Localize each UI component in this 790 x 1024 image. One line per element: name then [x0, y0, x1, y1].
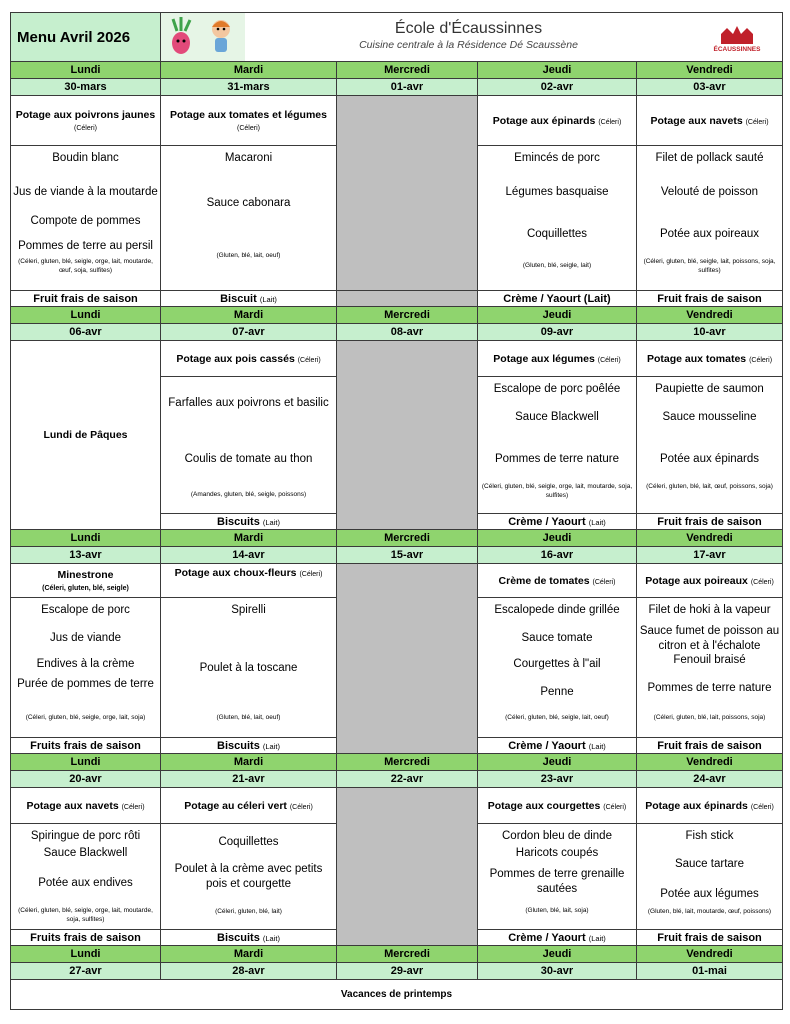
dessert-cell: Fruit frais de saison [637, 738, 783, 754]
day-header-row [11, 62, 783, 79]
soup-cell: Potage aux navets (Céleri) [11, 788, 161, 824]
soup-cell: Potage aux pois cassés (Céleri) [161, 341, 337, 377]
date-cell: 14-avr [161, 547, 337, 564]
date-cell: 28-avr [161, 963, 337, 980]
date-row [11, 771, 783, 788]
main-dish-cell: Escalope de porc poêlée Sauce Blackwell Pommes de terre nature (Céleri, gluten, blé, seigle, orge, lait, moutarde, soja, sulfites) [478, 377, 637, 514]
header-row [11, 13, 783, 62]
castle-logo-icon [717, 22, 757, 46]
day-label: Vendredi [637, 62, 783, 79]
day-header-row [11, 754, 783, 771]
date-cell: 10-avr [637, 324, 783, 341]
soup-cell: Crème de tomates (Céleri) [478, 564, 637, 598]
wednesday-closed [337, 96, 478, 291]
main-dish-cell: Paupiette de saumon Sauce mousseline Potée aux épinards (Céleri, gluten, blé, lait, œuf, poissons, soja) [637, 377, 783, 514]
day-label: Vendredi [637, 307, 783, 324]
dessert-cell: Biscuits (Lait) [161, 930, 337, 946]
date-row [11, 963, 783, 980]
day-label: Vendredi [637, 946, 783, 963]
day-label: Mercredi [337, 754, 478, 771]
dessert-cell: Fruits frais de saison [11, 930, 161, 946]
day-label: Mercredi [337, 530, 478, 547]
header-banner [161, 13, 783, 62]
day-label: Jeudi [478, 307, 637, 324]
wednesday-closed [337, 564, 478, 754]
date-cell: 29-avr [337, 963, 478, 980]
soup-cell: Potage aux épinards (Céleri) [637, 788, 783, 824]
dessert-cell: Fruits frais de saison [11, 738, 161, 754]
day-label: Mercredi [337, 62, 478, 79]
soup-row [11, 96, 783, 146]
soup-cell: Potage au céleri vert (Céleri) [161, 788, 337, 824]
day-label: Vendredi [637, 530, 783, 547]
dessert-row [11, 291, 783, 307]
soup-cell: Potage aux poireaux (Céleri) [637, 564, 783, 598]
main-dish-cell: Spiringue de porc rôti Sauce Blackwell Potée aux endives (Céleri, gluten, blé, seigle, orge, lait, moutarde, soja, sulfites) [11, 824, 161, 930]
main-dish-cell: Boudin blanc Jus de viande à la moutarde Compote de pommes Pommes de terre au persil (Céleri, gluten, blé, seigle, orge, lait, moutarde, œuf, soja, sulfites) [11, 146, 161, 291]
mascot-logo [161, 13, 245, 61]
day-label: Mardi [161, 307, 337, 324]
day-label: Lundi [11, 946, 161, 963]
dessert-cell: Fruit frais de saison [637, 291, 783, 307]
main-dish-cell: Spirelli Poulet à la toscane (Gluten, blé, lait, oeuf) [161, 598, 337, 738]
date-cell: 06-avr [11, 324, 161, 341]
soup-row [11, 564, 783, 598]
kitchen-subtitle: Cuisine centrale à la Résidence Dé Scaussène [359, 39, 578, 51]
date-cell: 13-avr [11, 547, 161, 564]
main-dish-cell: Emincés de porc Légumes basquaise Coquillettes (Gluten, blé, seigle, lait) [478, 146, 637, 291]
day-label: Mardi [161, 530, 337, 547]
holiday-cell: Lundi de Pâques [11, 341, 161, 530]
date-cell: 23-avr [478, 771, 637, 788]
wednesday-closed [337, 788, 478, 946]
day-header-row [11, 307, 783, 324]
main-dish-cell: Escalopede dinde grillée Sauce tomate Courgettes à l"ail Penne (Céleri, gluten, blé, seigle, lait, oeuf) [478, 598, 637, 738]
day-label: Lundi [11, 530, 161, 547]
soup-cell: Potage aux légumes (Céleri) [478, 341, 637, 377]
school-name: École d'Écaussinnes [394, 20, 543, 37]
day-label: Mardi [161, 62, 337, 79]
date-cell: 01-mai [637, 963, 783, 980]
date-cell: 16-avr [478, 547, 637, 564]
date-cell: 02-avr [478, 79, 637, 96]
day-label: Mercredi [337, 307, 478, 324]
soup-cell: Potage aux poivrons jaunes (Céleri) [11, 96, 161, 146]
dessert-cell: Crème / Yaourt (Lait) [478, 291, 637, 307]
date-cell: 09-avr [478, 324, 637, 341]
vacation-row [11, 980, 783, 1010]
soup-cell: Potage aux tomates et légumes (Céleri) [161, 96, 337, 146]
day-label: Lundi [11, 62, 161, 79]
date-cell: 03-avr [637, 79, 783, 96]
day-label: Jeudi [478, 946, 637, 963]
main-dish-cell: Fish stick Sauce tartare Potée aux légumes (Gluten, blé, lait, moutarde, œuf, poissons) [637, 824, 783, 930]
main-dish-cell: Farfalles aux poivrons et basilic Coulis de tomate au thon (Amandes, gluten, blé, seigle, poissons) [161, 377, 337, 514]
date-cell: 30-mars [11, 79, 161, 96]
main-dish-cell: Filet de pollack sauté Velouté de poisson Potée aux poireaux (Céleri, gluten, blé, seigle, lait, poissons, soja, sulfites) [637, 146, 783, 291]
town-logo [692, 13, 782, 61]
menu-page [10, 12, 782, 1010]
soup-cell: Potage aux navets (Céleri) [637, 96, 783, 146]
vacation-note: Vacances de printemps [11, 980, 783, 1010]
town-logo-text: ÉCAUSSINNES [713, 45, 761, 53]
dessert-cell: Biscuit (Lait) [161, 291, 337, 307]
day-header-row [11, 946, 783, 963]
day-label: Jeudi [478, 62, 637, 79]
soup-cell: Potage aux tomates (Céleri) [637, 341, 783, 377]
soup-cell: Minestrone (Céleri, gluten, blé, seigle) [11, 564, 161, 598]
soup-row [11, 341, 783, 377]
dessert-cell: Biscuits (Lait) [161, 514, 337, 530]
day-header-row [11, 530, 783, 547]
day-label: Vendredi [637, 754, 783, 771]
menu-title: Menu Avril 2026 [11, 13, 161, 62]
wednesday-closed [337, 341, 478, 530]
main-dish-cell: Macaroni Sauce cabonara (Gluten, blé, lait, oeuf) [161, 146, 337, 291]
date-cell: 08-avr [337, 324, 478, 341]
day-label: Jeudi [478, 754, 637, 771]
day-label: Lundi [11, 307, 161, 324]
soup-row [11, 788, 783, 824]
dessert-cell: Fruit frais de saison [637, 930, 783, 946]
day-label: Mercredi [337, 946, 478, 963]
date-row [11, 324, 783, 341]
day-label: Mardi [161, 946, 337, 963]
date-cell: 01-avr [337, 79, 478, 96]
day-label: Lundi [11, 754, 161, 771]
dessert-cell: Crème / Yaourt (Lait) [478, 514, 637, 530]
date-cell: 20-avr [11, 771, 161, 788]
date-cell: 30-avr [478, 963, 637, 980]
main-dish-cell: Escalope de porc Jus de viande Endives à la crème Purée de pommes de terre (Céleri, gluten, blé, seigle, orge, lait, soja) [11, 598, 161, 738]
date-cell: 31-mars [161, 79, 337, 96]
date-cell: 15-avr [337, 547, 478, 564]
dessert-cell: Crème / Yaourt (Lait) [478, 930, 637, 946]
dessert-cell: Crème / Yaourt (Lait) [478, 738, 637, 754]
soup-cell: Potage aux courgettes (Céleri) [478, 788, 637, 824]
date-cell: 27-avr [11, 963, 161, 980]
date-cell: 07-avr [161, 324, 337, 341]
date-cell: 24-avr [637, 771, 783, 788]
main-dish-cell: Coquillettes Poulet à la crème avec petits pois et courgette (Céleri, gluten, blé, lait) [161, 824, 337, 930]
date-cell: 17-avr [637, 547, 783, 564]
date-cell: 21-avr [161, 771, 337, 788]
main-dish-cell: Filet de hoki à la vapeur Sauce fumet de poisson au citron et à l'échalote Fenouil braisé Pommes de terre nature (Céleri, gluten, blé, lait, poissons, soja) [637, 598, 783, 738]
date-row [11, 547, 783, 564]
radish-mascot-icon [163, 15, 243, 59]
dessert-cell: Fruit frais de saison [11, 291, 161, 307]
main-dish-cell: Cordon bleu de dinde Haricots coupés Pommes de terre grenaille sautées (Gluten, blé, lait, soja) [478, 824, 637, 930]
wednesday-closed [337, 291, 478, 307]
day-label: Jeudi [478, 530, 637, 547]
soup-cell: Potage aux épinards (Céleri) [478, 96, 637, 146]
day-label: Mardi [161, 754, 337, 771]
date-cell: 22-avr [337, 771, 478, 788]
soup-cell: Potage aux choux-fleurs (Céleri) [161, 564, 337, 598]
date-row [11, 79, 783, 96]
dessert-cell: Biscuits (Lait) [161, 738, 337, 754]
dessert-cell: Fruit frais de saison [637, 514, 783, 530]
menu-table [10, 12, 783, 1010]
